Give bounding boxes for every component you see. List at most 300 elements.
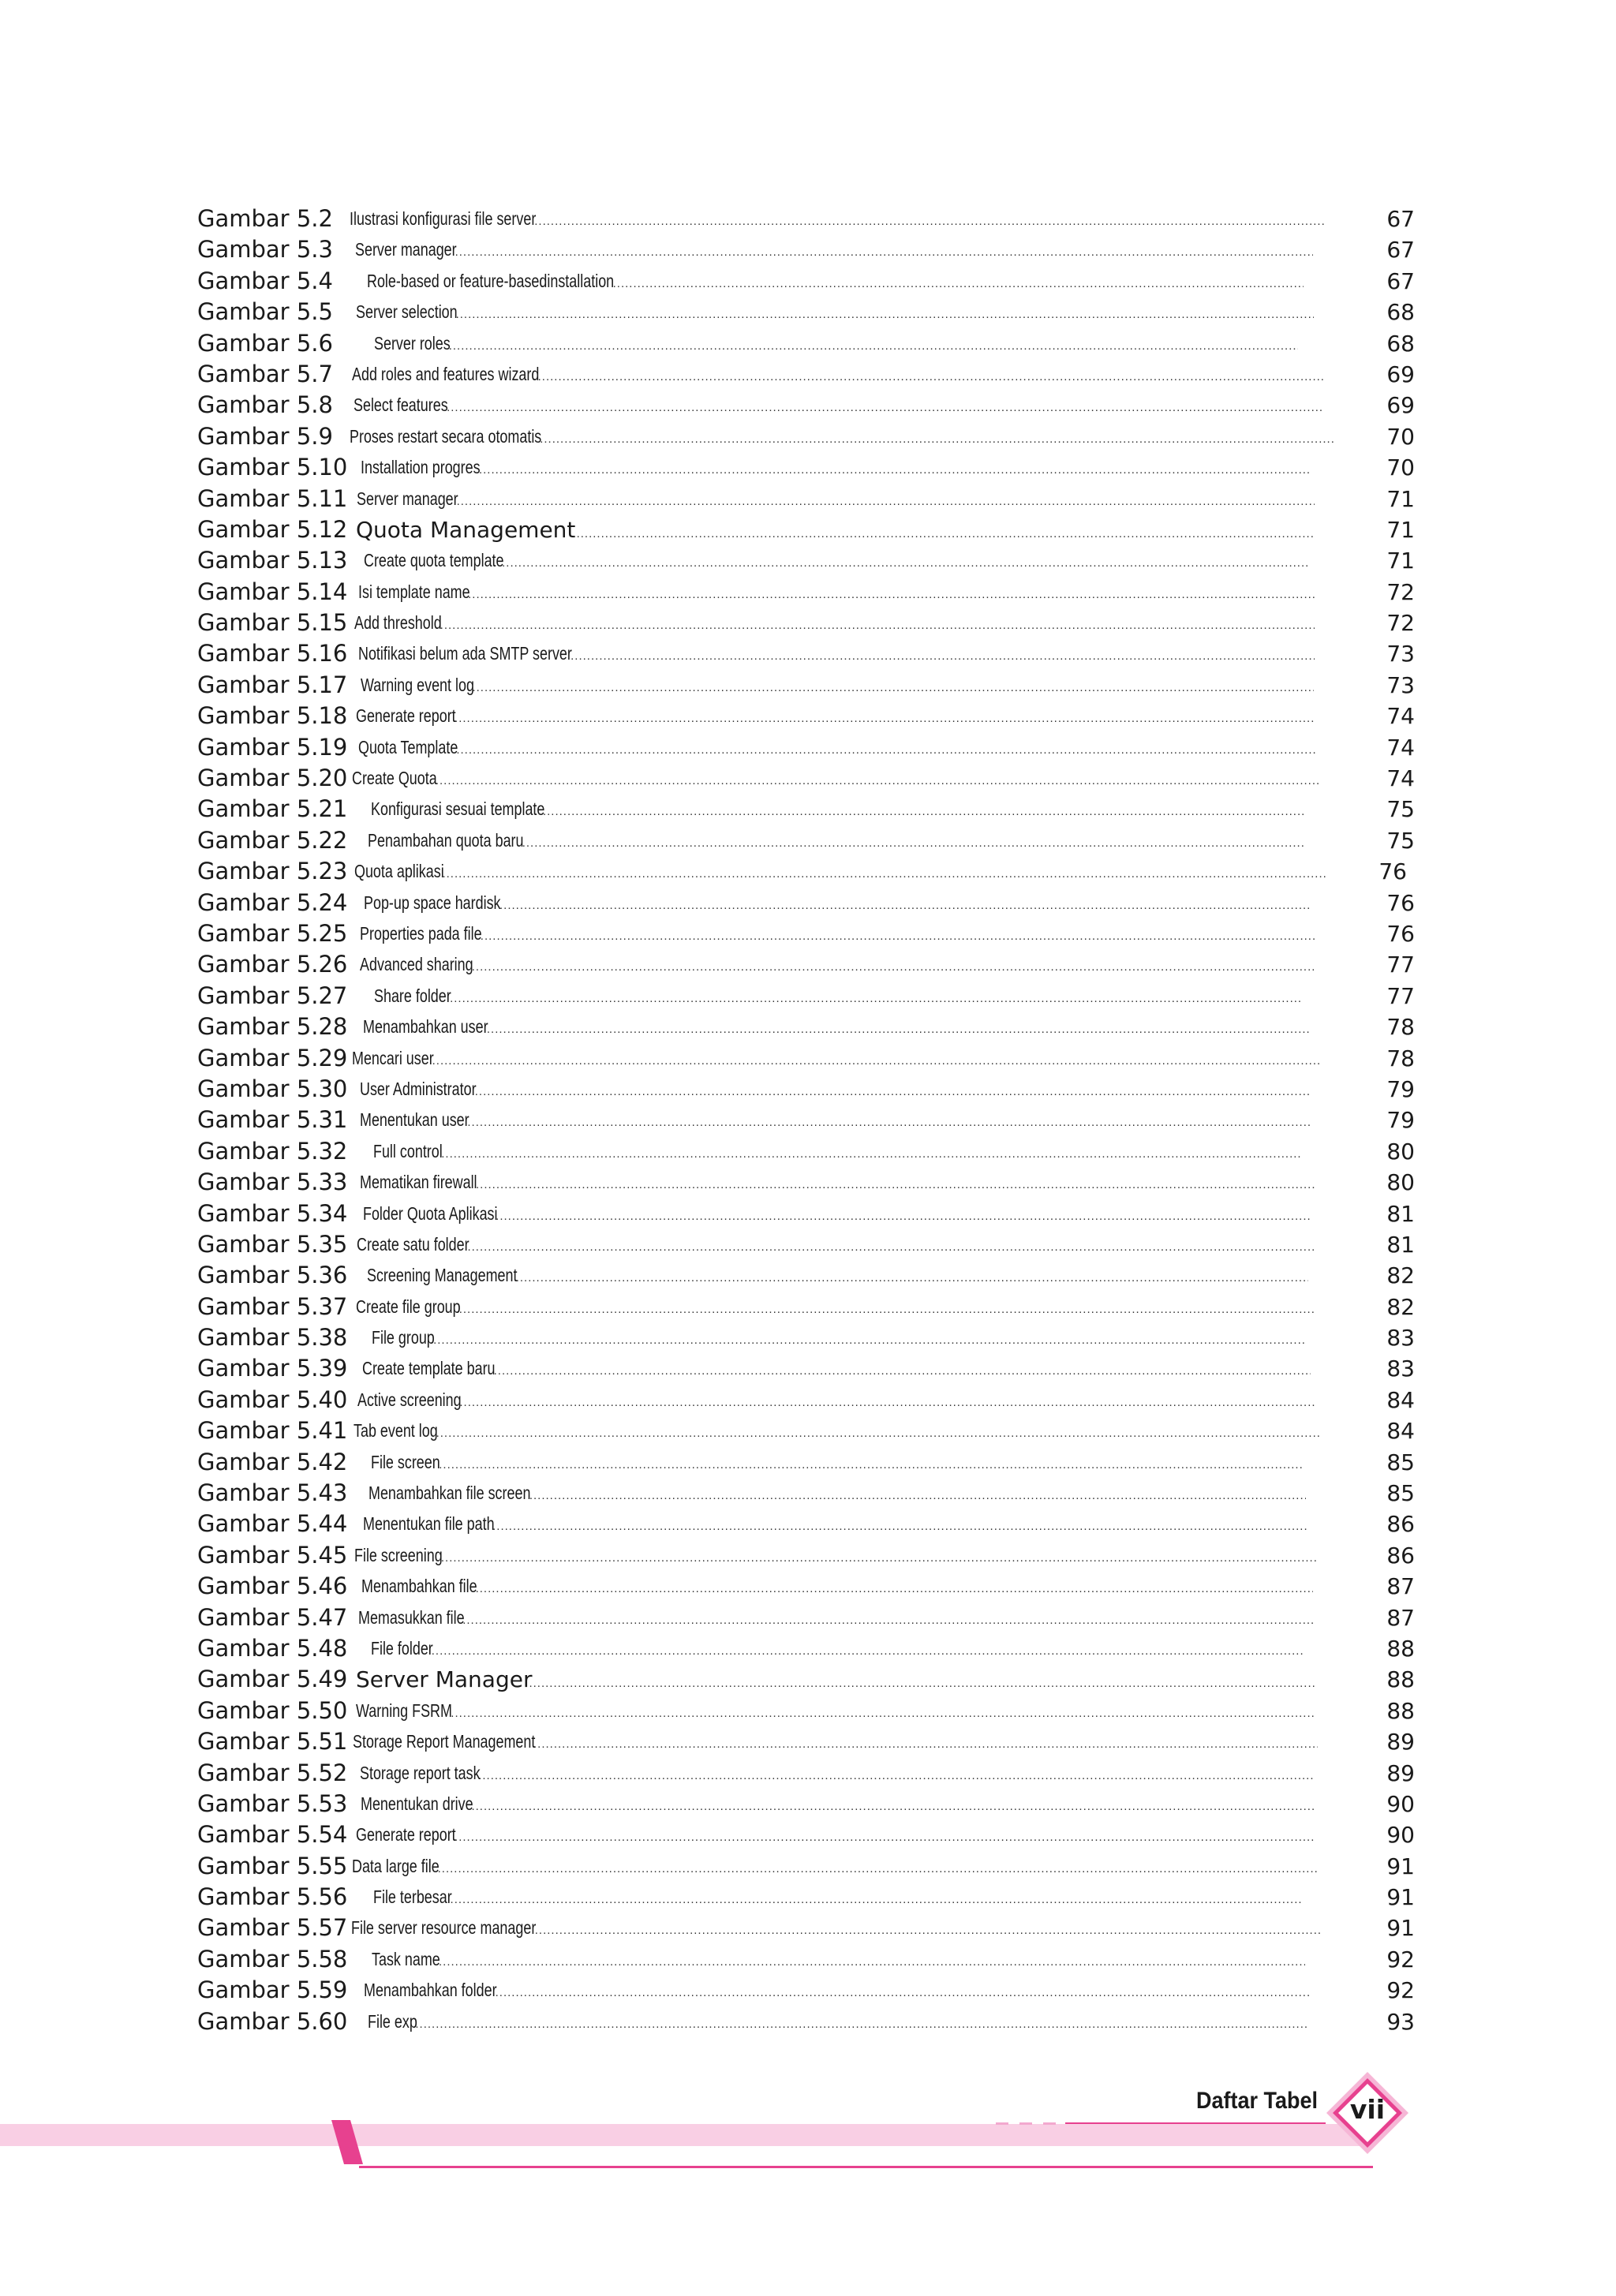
- dot-leader: [459, 1387, 1315, 1418]
- dot-leader: [476, 1573, 1313, 1604]
- dot-leader: [540, 424, 1334, 454]
- dot-leader: [478, 1760, 1315, 1791]
- figure-title: Warning FSRM: [356, 1700, 452, 1721]
- page-number: 83: [1386, 1325, 1415, 1352]
- figure-number: Gambar 5.57: [197, 1914, 348, 1942]
- figure-title: Menentukan drive: [361, 1793, 473, 1814]
- page-number: 91: [1386, 1884, 1415, 1911]
- figure-number: Gambar 5.7: [197, 360, 333, 387]
- figure-title: File terbesar: [373, 1887, 452, 1908]
- figure-title: Active screening: [357, 1389, 462, 1410]
- figure-title: Menambahkan file: [361, 1576, 477, 1597]
- dot-leader: [467, 1107, 1312, 1138]
- list-item: [197, 359, 1415, 390]
- dot-leader: [570, 641, 1315, 671]
- figure-number: Gambar 5.58: [197, 1945, 348, 1973]
- dot-leader: [499, 890, 1311, 921]
- list-item: [197, 1415, 1415, 1446]
- list-item: [197, 1074, 1415, 1105]
- list-item: [197, 1353, 1415, 1384]
- list-item: [197, 1851, 1415, 1882]
- page-number: 69: [1386, 361, 1415, 387]
- page-number: 78: [1386, 1014, 1415, 1041]
- figure-title: Task name: [372, 1948, 440, 1969]
- list-item: [197, 1633, 1415, 1664]
- dot-leader: [462, 1605, 1315, 1636]
- figure-number: Gambar 5.17: [197, 671, 348, 698]
- dot-leader: [432, 1636, 1304, 1666]
- figure-title: File folder: [371, 1637, 433, 1658]
- dot-leader: [487, 1014, 1311, 1045]
- figure-title: Mematikan firewall: [360, 1172, 477, 1193]
- page-number: 75: [1386, 827, 1415, 854]
- dot-leader: [459, 1294, 1315, 1325]
- figure-number: Gambar 5.31: [197, 1106, 348, 1134]
- figure-title: Create quota template: [364, 550, 504, 571]
- dot-leader: [476, 1169, 1315, 1200]
- list-item: [197, 1385, 1415, 1415]
- dot-leader: [535, 1915, 1322, 1946]
- dot-leader: [451, 1884, 1302, 1915]
- figure-title: Menentukan file path: [363, 1513, 495, 1535]
- dot-leader: [472, 952, 1315, 982]
- figure-number: Gambar 5.43: [197, 1479, 348, 1507]
- dot-leader: [522, 828, 1306, 858]
- page-number: 86: [1386, 1542, 1415, 1569]
- page-number: 82: [1386, 1293, 1415, 1320]
- figure-number: Gambar 5.9: [197, 422, 333, 450]
- figure-title: File screening: [354, 1544, 443, 1565]
- figure-title: Create satu folder: [357, 1233, 469, 1255]
- dot-leader: [433, 1325, 1304, 1356]
- figure-number: Gambar 5.24: [197, 888, 348, 916]
- page-number: 81: [1386, 1200, 1415, 1227]
- page-number: 67: [1386, 206, 1415, 232]
- page-number: 84: [1386, 1418, 1415, 1445]
- list-item: [197, 577, 1415, 608]
- footer-page-number: vii: [1349, 2094, 1386, 2125]
- figure-title: Menambahkan folder: [364, 1980, 497, 2001]
- dot-leader: [534, 206, 1326, 237]
- figure-title: Add roles and features wizard: [352, 363, 540, 384]
- figure-number: Gambar 5.41: [197, 1417, 348, 1445]
- figure-title: File screen: [371, 1451, 440, 1472]
- dot-leader: [529, 1480, 1306, 1511]
- list-item: [197, 638, 1415, 669]
- figure-number: Gambar 5.33: [197, 1169, 348, 1196]
- figure-number: Gambar 5.26: [197, 951, 348, 978]
- page-number: 67: [1386, 237, 1415, 264]
- figure-title: Create template baru: [362, 1358, 496, 1379]
- page-number: 81: [1386, 1231, 1415, 1258]
- page-number: 89: [1386, 1729, 1415, 1756]
- figure-number: Gambar 5.18: [197, 702, 348, 730]
- list-item: [197, 1758, 1415, 1789]
- dot-leader: [439, 1449, 1304, 1480]
- dot-leader: [481, 921, 1315, 952]
- figure-number: Gambar 5.2: [197, 205, 333, 232]
- figure-number: Gambar 5.40: [197, 1385, 348, 1413]
- page-number: 74: [1386, 765, 1415, 792]
- page-number: 76: [1386, 889, 1415, 916]
- figure-number: Gambar 5.56: [197, 1883, 348, 1911]
- dot-leader: [432, 1045, 1319, 1076]
- figure-title: Installation progres: [361, 457, 481, 478]
- figure-title: Folder Quota Aplikasi: [363, 1202, 498, 1224]
- page-number: 91: [1386, 1915, 1415, 1942]
- list-item: [197, 949, 1415, 980]
- list-item: [197, 2006, 1415, 2037]
- page-number: 73: [1386, 641, 1415, 667]
- figure-number: Gambar 5.12: [197, 515, 348, 543]
- page-number: 78: [1386, 1045, 1415, 1071]
- dot-leader: [455, 237, 1313, 267]
- dot-leader: [471, 1791, 1316, 1822]
- figure-number: Gambar 5.14: [197, 578, 348, 605]
- list-item: [197, 981, 1415, 1012]
- figure-title: Role-based or feature-basedinstallation: [367, 270, 615, 291]
- figure-title: Generate report: [356, 1824, 456, 1845]
- list-item: [197, 1975, 1415, 2006]
- figure-title: Storage report task: [360, 1762, 481, 1783]
- list-item: [197, 1696, 1415, 1726]
- figure-number: Gambar 5.49: [197, 1666, 348, 1693]
- dot-leader: [450, 983, 1302, 1014]
- figure-number: Gambar 5.28: [197, 1013, 348, 1041]
- dot-leader: [496, 1977, 1310, 2008]
- figure-number: Gambar 5.48: [197, 1634, 348, 1662]
- page-number: 86: [1386, 1511, 1415, 1538]
- figure-title: Ilustrasi konfigurasi file server: [350, 208, 537, 229]
- figure-title: Create file group: [356, 1296, 461, 1317]
- list-item: [197, 670, 1415, 701]
- page-number: 79: [1386, 1107, 1415, 1134]
- figure-title: Pop-up space hardisk: [364, 892, 501, 913]
- figure-number: Gambar 5.36: [197, 1262, 348, 1289]
- figure-number: Gambar 5.21: [197, 795, 348, 823]
- figure-title: Tab event log: [354, 1420, 438, 1442]
- figure-number: Gambar 5.27: [197, 982, 348, 1009]
- figure-number: Gambar 5.55: [197, 1852, 348, 1879]
- dot-leader: [436, 1418, 1320, 1449]
- dot-leader: [442, 858, 1326, 889]
- dot-leader: [454, 1822, 1315, 1853]
- footer-section-title: Daftar Tabel: [1195, 2088, 1318, 2114]
- list-item: [197, 1664, 1415, 1695]
- list-item: [197, 1447, 1415, 1478]
- page-number: 72: [1386, 578, 1415, 605]
- figure-title: Isi template name: [358, 581, 470, 602]
- list-item: [197, 888, 1415, 918]
- page-number: 70: [1386, 454, 1415, 481]
- list-item: [197, 1913, 1415, 1943]
- dot-leader: [475, 1076, 1311, 1107]
- page-number: 77: [1386, 982, 1415, 1009]
- figure-title: Memasukkan file: [358, 1606, 465, 1628]
- page-number: 87: [1386, 1573, 1415, 1600]
- list-item: [197, 328, 1415, 359]
- figure-number: Gambar 5.39: [197, 1355, 348, 1382]
- figure-number: Gambar 5.52: [197, 1759, 348, 1786]
- page-number: 91: [1386, 1853, 1415, 1879]
- list-item: [197, 1509, 1415, 1539]
- list-item: [197, 204, 1415, 234]
- figure-number: Gambar 5.50: [197, 1696, 348, 1724]
- figure-number: Gambar 5.30: [197, 1075, 348, 1102]
- figure-title: Create Quota: [352, 768, 437, 789]
- page-number: 83: [1386, 1356, 1415, 1382]
- figure-number: Gambar 5.47: [197, 1603, 348, 1631]
- page-number: 71: [1386, 548, 1415, 574]
- dot-leader: [492, 1511, 1308, 1542]
- page-number: 70: [1386, 423, 1415, 450]
- figure-title: Quota Template: [358, 736, 458, 757]
- figure-number: Gambar 5.13: [197, 547, 348, 574]
- page-number: 73: [1386, 671, 1415, 698]
- figure-number: Gambar 5.15: [197, 609, 348, 637]
- list-item: [197, 856, 1405, 887]
- page-number: 90: [1386, 1790, 1415, 1817]
- page-number: 93: [1386, 2008, 1415, 2035]
- dot-leader: [449, 331, 1298, 361]
- figure-number: Gambar 5.60: [197, 2007, 348, 2035]
- figure-number: Gambar 5.44: [197, 1510, 348, 1538]
- page-number: 74: [1386, 703, 1415, 730]
- list-item: [197, 794, 1415, 825]
- figure-number: Gambar 5.6: [197, 329, 333, 357]
- figure-title: Storage Report Management: [353, 1731, 536, 1752]
- list-item: [197, 1602, 1415, 1633]
- page-number: 76: [1386, 920, 1415, 947]
- page-number: 69: [1386, 392, 1415, 419]
- figure-title: Konfigurasi sesuai template: [371, 798, 545, 820]
- dot-leader: [454, 703, 1315, 734]
- figure-number: Gambar 5.38: [197, 1324, 348, 1352]
- list-item: [197, 825, 1415, 856]
- figure-title: File exp: [368, 2010, 417, 2032]
- footer-rule: [359, 2166, 1373, 2168]
- figure-number: Gambar 5.37: [197, 1292, 348, 1320]
- list-item: [197, 1789, 1415, 1819]
- page-number: 88: [1386, 1666, 1415, 1693]
- page-number: 92: [1386, 1977, 1415, 2004]
- list-item: [197, 390, 1415, 421]
- page-number: 76: [1378, 858, 1407, 885]
- figure-number: Gambar 5.35: [197, 1230, 348, 1258]
- figure-title: Proses restart secara otomatis: [350, 425, 542, 447]
- figure-title: Share folder: [374, 985, 451, 1006]
- list-item: [197, 1292, 1415, 1322]
- dot-leader: [467, 1232, 1314, 1262]
- list-item: [197, 1882, 1415, 1913]
- dot-leader: [502, 548, 1310, 578]
- page-number: 79: [1386, 1075, 1415, 1102]
- figure-number: Gambar 5.59: [197, 1976, 348, 2004]
- list-item: [197, 514, 1415, 545]
- figure-title: Advanced sharing: [360, 954, 473, 975]
- list-item: [197, 1726, 1415, 1757]
- page-number: 68: [1386, 299, 1415, 326]
- list-item: [197, 1198, 1415, 1229]
- dot-leader: [472, 672, 1314, 703]
- footer-dashes: [996, 2122, 1067, 2125]
- list-item: [197, 732, 1415, 763]
- figure-number: Gambar 5.23: [197, 858, 348, 885]
- figure-number: Gambar 5.11: [197, 484, 348, 512]
- page-number: 75: [1386, 796, 1415, 823]
- figure-number: Gambar 5.53: [197, 1789, 348, 1817]
- figure-number: Gambar 5.3: [197, 236, 333, 264]
- list-item: [197, 1043, 1415, 1074]
- page-number: 88: [1386, 1635, 1415, 1662]
- list-item: [197, 1571, 1415, 1602]
- dot-leader: [439, 1946, 1305, 1977]
- figure-number: Gambar 5.42: [197, 1448, 348, 1475]
- page-number: 67: [1386, 267, 1415, 294]
- page-number: 71: [1386, 516, 1415, 543]
- dot-leader: [441, 1543, 1318, 1573]
- list-item: [197, 918, 1415, 949]
- figure-number: Gambar 5.5: [197, 298, 333, 326]
- dot-leader: [543, 796, 1306, 827]
- list-item: [197, 452, 1415, 483]
- dot-leader: [456, 299, 1314, 330]
- figure-number: Gambar 5.22: [197, 826, 348, 854]
- dot-leader: [538, 361, 1323, 392]
- figure-title: User Administrator: [360, 1078, 477, 1099]
- dot-leader: [436, 765, 1319, 796]
- page-number: 77: [1386, 952, 1415, 978]
- figure-number: Gambar 5.19: [197, 733, 348, 761]
- figure-number: Gambar 5.20: [197, 765, 348, 792]
- list-item: [197, 1260, 1415, 1291]
- dot-leader: [451, 1698, 1315, 1729]
- figure-title: File server resource manager: [351, 1917, 537, 1939]
- list-item: [197, 1322, 1415, 1353]
- figure-title: Quota aplikasi: [354, 861, 444, 882]
- list-item: [197, 1540, 1415, 1571]
- list-item: [197, 266, 1415, 297]
- page-number: 74: [1386, 734, 1415, 761]
- list-item: [197, 1136, 1415, 1167]
- page-number: 80: [1386, 1138, 1415, 1165]
- list-of-figures: [197, 204, 1415, 2037]
- dot-leader: [533, 1729, 1318, 1759]
- page-number: 92: [1386, 1946, 1415, 1973]
- figure-title: Warning event log: [361, 674, 474, 695]
- figure-title: Menentukan user: [360, 1109, 469, 1131]
- figure-number: Gambar 5.34: [197, 1199, 348, 1227]
- figure-title: Mencari user: [352, 1047, 434, 1068]
- page-number: 72: [1386, 610, 1415, 637]
- dot-leader: [494, 1356, 1311, 1386]
- list-item: [197, 297, 1415, 327]
- page-number: 82: [1386, 1262, 1415, 1289]
- list-item: [197, 608, 1415, 638]
- list-item: [197, 1167, 1415, 1198]
- figure-title: Screening Management: [367, 1265, 518, 1286]
- page-number: 87: [1386, 1604, 1415, 1631]
- page-number: 84: [1386, 1386, 1415, 1413]
- figure-title: Menambahkan user: [363, 1016, 488, 1038]
- figure-title: Generate report: [356, 705, 456, 727]
- figure-title: File group: [372, 1327, 435, 1348]
- dot-leader: [613, 268, 1304, 299]
- figure-number: Gambar 5.29: [197, 1044, 348, 1071]
- figure-title: Properties pada file: [360, 922, 482, 944]
- figure-title: Server selection: [356, 301, 458, 323]
- figure-title: Server manager: [355, 239, 457, 260]
- figure-number: Gambar 5.45: [197, 1541, 348, 1569]
- footer-title-underline: [1065, 2122, 1326, 2124]
- figure-title: Server manager: [357, 488, 458, 509]
- figure-title: Notifikasi belum ada SMTP server: [358, 643, 572, 664]
- page-number: 71: [1386, 485, 1415, 512]
- figure-number: Gambar 5.4: [197, 267, 333, 294]
- list-item: [197, 545, 1415, 576]
- page-number: 68: [1386, 330, 1415, 357]
- page-number: 85: [1386, 1480, 1415, 1507]
- figure-number: Gambar 5.32: [197, 1137, 348, 1165]
- dot-leader: [468, 579, 1315, 610]
- figure-number: Gambar 5.8: [197, 391, 333, 419]
- dot-leader: [496, 1201, 1311, 1232]
- figure-number: Gambar 5.54: [197, 1821, 348, 1849]
- list-item: [197, 701, 1415, 731]
- dot-leader: [456, 735, 1315, 765]
- list-item: [197, 1944, 1415, 1975]
- list-item: [197, 421, 1415, 452]
- list-item: [197, 763, 1415, 794]
- figure-number: Gambar 5.46: [197, 1572, 348, 1600]
- figure-title: Server roles: [374, 332, 451, 353]
- figure-title: Add threshold: [354, 612, 442, 634]
- figure-number: Gambar 5.51: [197, 1728, 348, 1756]
- figure-number: Gambar 5.25: [197, 919, 348, 947]
- figure-title: Quota Management: [356, 516, 576, 543]
- list-item: [197, 1819, 1415, 1850]
- list-item: [197, 1478, 1415, 1509]
- page-number: 90: [1386, 1822, 1415, 1849]
- figure-number: Gambar 5.10: [197, 454, 348, 481]
- figure-title: Server Manager: [356, 1666, 533, 1693]
- dot-leader: [440, 610, 1315, 641]
- list-item: [197, 1105, 1415, 1135]
- dot-leader: [438, 1853, 1319, 1884]
- figure-title: Penambahan quota baru: [368, 829, 524, 851]
- dot-leader: [516, 1262, 1308, 1293]
- dot-leader: [447, 392, 1323, 423]
- page-number: 85: [1386, 1449, 1415, 1475]
- list-item: [197, 234, 1415, 265]
- dot-leader: [441, 1139, 1300, 1169]
- footer-band: [0, 2124, 1373, 2146]
- figure-title: Select features: [354, 395, 448, 416]
- dot-leader: [415, 2009, 1307, 2040]
- page-number: 89: [1386, 1759, 1415, 1786]
- page-number: 80: [1386, 1169, 1415, 1196]
- dot-leader: [479, 454, 1311, 485]
- dot-leader: [457, 486, 1315, 517]
- figure-title: Menambahkan file screen: [368, 1483, 531, 1504]
- figure-title: Full control: [373, 1140, 443, 1161]
- list-item: [197, 1012, 1415, 1042]
- list-item: [197, 1229, 1415, 1260]
- figure-number: Gambar 5.16: [197, 640, 348, 667]
- page-number: 88: [1386, 1697, 1415, 1724]
- figure-title: Data large file: [352, 1855, 440, 1876]
- list-item: [197, 484, 1415, 514]
